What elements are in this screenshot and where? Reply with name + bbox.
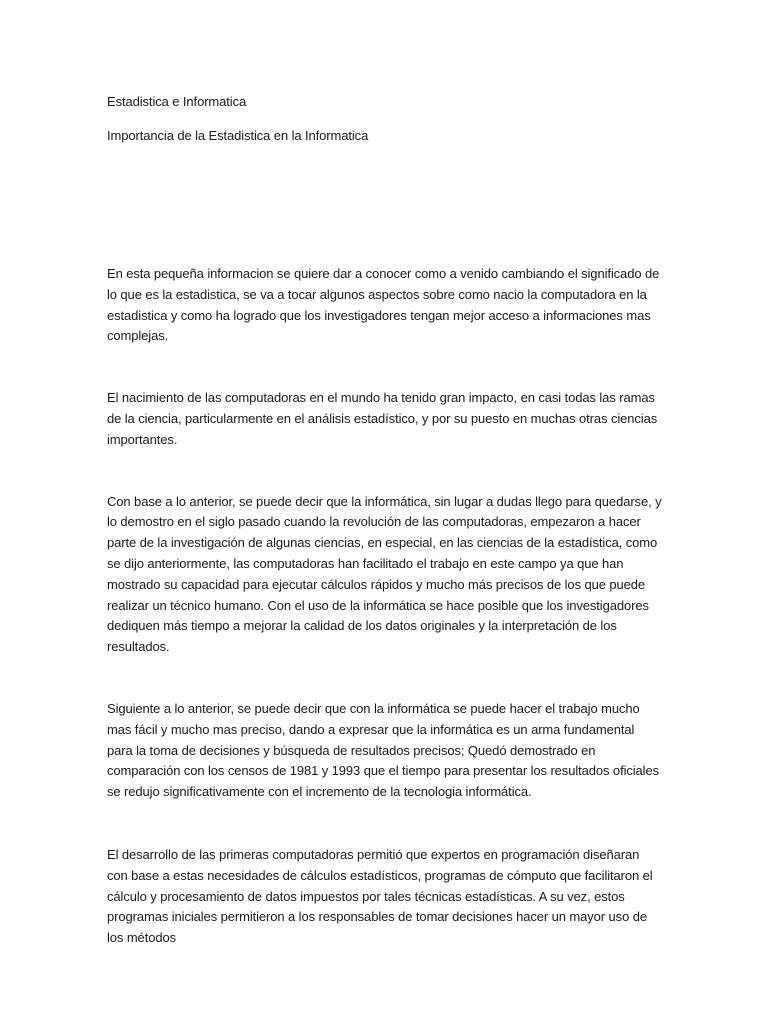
document-title: Estadistica e Informatica (107, 94, 247, 109)
paragraph-precision-census: Siguiente a lo anterior, se puede decir que con la informática se puede hacer el trabajo mucho mas fácil y mucho mas preciso, dando a expresar que la informática es un arma fundamental para la toma de decisiones y búsqueda de resultados precisos; Quedó demostrado en comparación con los censos de 1981 y 1993 que el tiempo para presentar los resultados oficiales se redujo significativamente con el incremento de la tecnologia informática. (107, 700, 660, 800)
paragraph-informatics-arrival: Con base a lo anterior, se puede decir que la informática, sin lugar a dudas llego para quedarse, y lo demostro en el siglo pasado cuando la revolución de las computadoras, empezaron a hacer parte de la investigación de algunas ciencias, en especial, en las ciencias de la estadística, como se dijo anteriormente, las computadoras han facilitado el trabajo en este campo ya que han mostrado su capacidad para ejecutar cálculos rápidos y mucho más precisos de los que puede realizar un técnico humano. Con el uso de la informática se hace posible que los investigadores dediquen más tiempo a mejorar la calidad de los datos originales y la interpretación de los resultados. (107, 493, 662, 655)
paragraph-introduction: En esta pequeña informacion se quiere dar a conocer como a venido cambiando el significado de lo que es la estadistica, se va a tocar algunos aspectos sobre como nacio la computadora en la estadistica y como ha logrado que los investigadores tengan mejor acceso a informaciones mas complejas. (107, 266, 660, 344)
document-subtitle: Importancia de la Estadistica en la Informatica (107, 128, 369, 143)
document-body (107, 92, 663, 949)
paragraph-early-programs: El desarrollo de las primeras computadoras permitió que expertos en programación diseñaran con base a estas necesidades de cálculos estadísticos, programas de cómputo que facilitaron el cálculo y procesamiento de datos impuestos por tales técnicas estadísticas. A su vez, estos programas iniciales permitieron a los responsables de tomar decisiones hacer un mayor uso de los métodos (107, 846, 653, 946)
paragraph-computer-impact: El nacimiento de las computadoras en el mundo ha tenido gran impacto, en casi todas las ramas de la ciencia, particularmente en el análisis estadístico, y por su puesto en muchas otras ciencias importantes. (107, 390, 658, 447)
